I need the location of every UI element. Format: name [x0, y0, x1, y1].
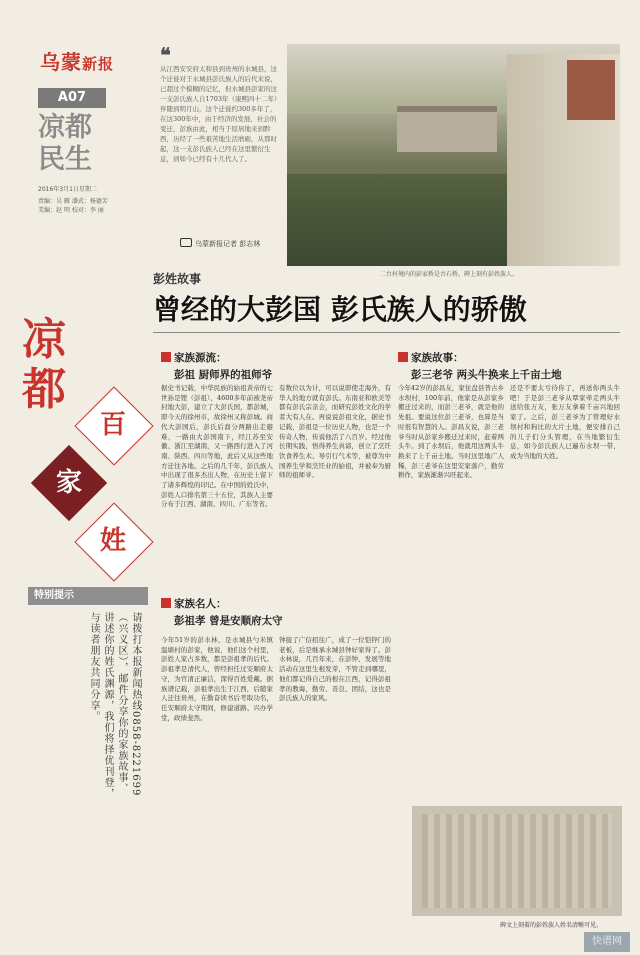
masthead-brand: 乌蒙 [40, 50, 82, 74]
quote-mark-icon: ❝ [160, 46, 171, 67]
byline [180, 238, 260, 249]
sidebar-title [22, 315, 82, 415]
origin-label: 家族源流： [174, 352, 227, 364]
column-story-1: 今年42岁的彭昌友，家住盘县普古乡水坝村，100年前，他家是从彭家乡搬迁过来的，而彭三老爷，就是他的先祖。要说这位彭三老爷，也算是当时很有智慧的人。彭昌友说，彭三老爷当时从彭家乡搬迁过来时，赶着两头牛。到了水坝后，他就用这两头牛换来了上千亩土地。当时这里地广人稀，彭三老爷在这里安家落户，勤劳耕作，家族渐渐兴旺起来。 [398, 384, 504, 480]
char-jia: 家 [55, 468, 82, 498]
section-title-line1: 凉都 [38, 112, 92, 143]
column-origin-2: 有数位以为计，可以说即使走海外，有华人的地方就有彭氏。东南亚和欧美等都有彭氏宗亲会，而研究彭姓文化的学者大有人在。再说说彭祖文化，据史书记载，彭祖是一位历史人物，也是一个传奇人物，传说他活了八百岁。经过他长期实践，悟得养生真谛，创立了烹饪饮食养生术、导引行气术等，被尊为中国养生学和烹饪业的始祖，并被奉为厨师的祖师爷。 [279, 384, 391, 480]
page-number: A07 [38, 88, 106, 108]
stele-inscription [422, 814, 612, 908]
special-tip-text: 请拨打本报新闻热线0858-8221699（兴义区），邮件分享你的家族故事、讲述你的姓氏渊源，我们将择优刊登，与读者朋友共同分享。 [88, 612, 141, 799]
stele-photo [412, 806, 622, 916]
headline-rule [153, 332, 620, 333]
famous-label: 家族名人： [174, 598, 227, 610]
issue-date: 2016年3月1日星期二 [38, 186, 97, 193]
column-famous-1: 今年51岁的彭水林，是水城县勺米镇温塘村的彭家，他说，他们这个村里，彭姓人家占多数，都是彭祖孝的后代。彭祖孝是清代人，曾经担任过安顺府太守，为官清正廉洁，深得百姓爱戴。据族谱记载，彭祖孝出生于江西，后随家人迁往贵州，在勤奋读书后考取功名，任安顺府太守期间，修建道路、兴办学堂，政绩斐然。 [161, 636, 273, 722]
subhead-origin [161, 346, 272, 382]
origin-title: 彭祖 厨师界的祖师爷 [174, 369, 273, 381]
special-tip-label: 特别提示 [28, 587, 148, 605]
section-title [38, 112, 118, 176]
designers-credit: 美编：赵 明 校对：李 丽 [38, 207, 104, 214]
section-marker-icon [161, 352, 171, 362]
stele-caption: 碑文上刻着的彭姓族人姓名清晰可见。 [500, 922, 603, 929]
masthead [40, 46, 114, 75]
famous-title: 彭祖孝 曾是安顺府太守 [174, 615, 283, 627]
bridge-photo [287, 44, 620, 266]
char-bai: 百 [99, 410, 126, 440]
column-story-2: 还是不要太亏待你了，再送你两头牛吧！于是彭三老爷从覃家牵走两头牛送给张万友，张万友拿着千亩兴地回家了。之后，彭三老爷为了管理好水坝村和狗比的大片土地，便安排自己的儿子们分头管理，在当地繁衍生息，如今彭氏族人已遍布水坝一带，成为当地的大姓。 [510, 384, 620, 460]
article-headline: 曾经的大彭国 彭氏族人的骄傲 [153, 293, 527, 326]
sidebar-title-line1: 凉 [22, 314, 66, 365]
story-title: 彭三老爷 两头牛换来上千亩土地 [411, 369, 562, 381]
intro-text: 从江西安安府太和县到贵州的水城县，这个迁徙对于水城县彭氏族人的后代来说，已超过个模糊的记忆，但水城县彭家的这一支彭氏族人自1703年（康熙四十二年）伴随到明月山，这个迁徙约300多年了，在这300年中，由于经济的发展、社会的变迁，彭族由此，相当于原居地来到黔西，历经了一些艰苦地生活磨砺，从那时起，这一支彭氏族人已经在这里繁衍生息，到如今已经有十几代人了。 [160, 65, 278, 163]
photo-water [287, 174, 507, 266]
masthead-suffix: 新报 [82, 55, 115, 73]
column-famous-2: 钟接了广信招往广，成了一位铠锌门的老板，后是继承水城县钟好家得了。彭水林说，几百年来，在彭钟、发展等地活动在这里生根发芽，不管走到哪里，他们都记得自己的根在江西，记得彭祖孝的教诲，勤劳、善良、团结，这也是彭氏族人的家风。 [279, 636, 391, 703]
char-xing: 姓 [99, 526, 126, 556]
subhead-story [398, 346, 562, 382]
subhead-famous [161, 592, 283, 628]
editors-credit: 责编：吴 雁 潘武：杨德芳 [38, 198, 108, 205]
byline-text: 乌蒙新报记者 彭志林 [195, 240, 261, 248]
photo-bridge [397, 106, 497, 152]
sidebar-title-line2: 都 [22, 364, 66, 415]
photo-brick [567, 60, 615, 120]
article-kicker: 彭姓故事 [153, 272, 202, 286]
camera-icon [180, 238, 192, 247]
watermark: 快谱网 [584, 932, 630, 952]
section-marker-icon [398, 352, 408, 362]
photo-caption: 二台村境内的彭家桥是古石桥，碑上刻有彭姓族人。 [380, 271, 519, 278]
story-label: 家族故事： [411, 352, 464, 364]
intro-quote [160, 46, 278, 246]
section-marker-icon [161, 598, 171, 608]
column-origin-1: 据史书记载，中华民族的始祖黄帝的七世孙是铿（彭祖），4600多年前被尧帝封地大彭，建立了大彭氏国，都彭城，即今天的徐州市，故徐州又称彭城。商代大彭国后，彭氏后裔分两路出走避难，一路由大彭国南下，经江苏至安徽、浙江至湖南，又一路西行进入了河南、陕西、四川等地，此后又从这些地方迁往各地。之后的几千年，彭氏族人中出现了很多杰出人物，在历史上留下了诸多辉煌的印记。在中国的姓氏中，彭姓人口排名第三十五位，其族人主要分布于江西、湖南、四川、广东等省。 [161, 384, 273, 509]
section-title-line2: 民生 [38, 144, 92, 175]
